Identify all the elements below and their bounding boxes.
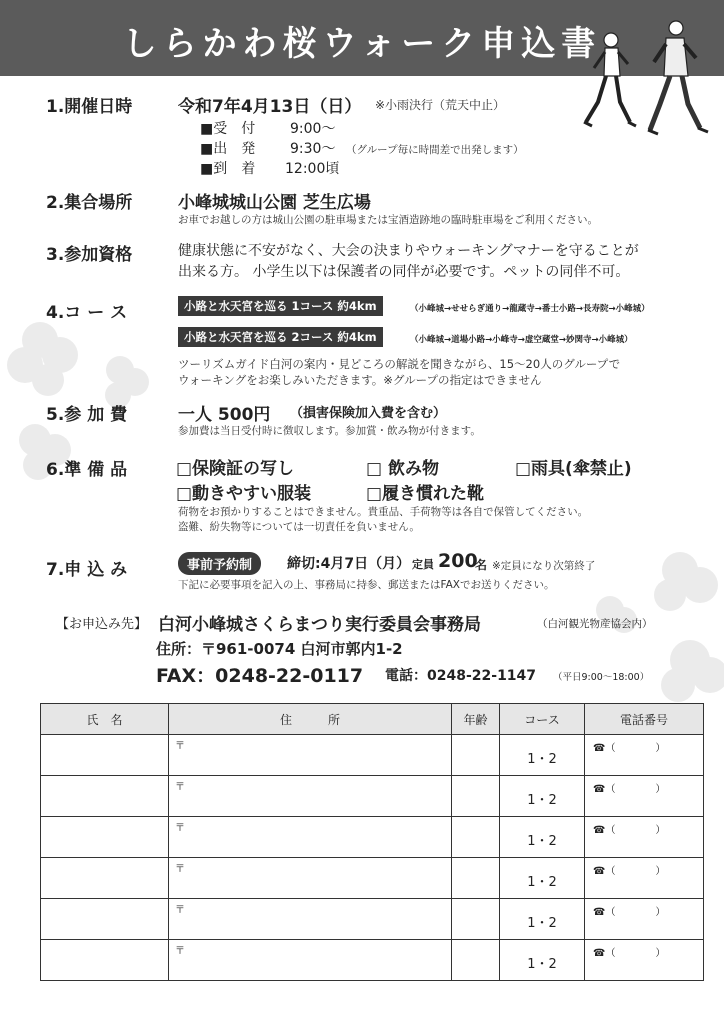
schedule-departure-note: （グループ毎に時間差で出発します） <box>346 144 524 156</box>
postal-mark: 〒 <box>175 905 185 916</box>
deadline: 締切:4月7日（月） <box>287 556 411 572</box>
application-form-table <box>40 703 704 981</box>
item-raingear: □雨具(傘禁止) <box>515 459 632 479</box>
contact-tel: 電話：0248-22-1147 <box>385 668 537 684</box>
schedule-arrival-label: ■到 着 <box>200 161 256 177</box>
apply-label: 7.申 込 み <box>46 560 128 580</box>
contact-tel-hours: （平日9:00〜18:00） <box>553 672 650 683</box>
fee-label: 5.参 加 費 <box>46 405 128 425</box>
course-choice: 1・2 <box>527 957 557 972</box>
age-cell[interactable] <box>452 899 500 940</box>
apply-note: 下記に必要事項を記入の上、事務局に持参、郵送またはFAXでお送りください。 <box>178 579 555 591</box>
schedule-reception-time: 9:00〜 <box>290 121 336 137</box>
table-row <box>41 858 704 899</box>
course-cell[interactable] <box>500 940 585 981</box>
event-date: 令和7年4月13日（日） <box>178 97 362 117</box>
item-drink: □ 飲み物 <box>366 459 439 479</box>
postal-mark: 〒 <box>175 823 185 834</box>
course-choice: 1・2 <box>527 875 557 890</box>
course-choice: 1・2 <box>527 793 557 808</box>
item-shoes: □履き慣れた靴 <box>366 484 485 504</box>
column-header-course: コース <box>500 704 585 735</box>
column-header-name: 氏 名 <box>41 704 169 735</box>
course-cell[interactable] <box>500 817 585 858</box>
name-cell[interactable] <box>41 817 169 858</box>
postal-mark: 〒 <box>175 741 185 752</box>
address-cell[interactable] <box>169 899 452 940</box>
schedule-reception-label: ■受 付 <box>200 121 256 137</box>
phone-template: ☎（ ） <box>593 825 666 836</box>
age-cell[interactable] <box>452 776 500 817</box>
course-cell[interactable] <box>500 858 585 899</box>
item-clothes: □動きやすい服装 <box>176 484 312 504</box>
capacity-number: 200 <box>438 550 478 572</box>
column-header-age: 年齢 <box>452 704 500 735</box>
address-cell[interactable] <box>169 858 452 899</box>
address-cell[interactable] <box>169 735 452 776</box>
date-label: 1.開催日時 <box>46 97 133 117</box>
parking-note: お車でお越しの方は城山公園の駐車場または宝酒造跡地の臨時駐車場をご利用ください。 <box>178 214 598 226</box>
reservation-badge: 事前予約制 <box>178 552 261 575</box>
course-2-route: （小峰城→道場小路→小峰寺→虚空蔵堂→妙関寺→小峰城） <box>410 335 633 345</box>
items-label: 6.準 備 品 <box>46 460 128 480</box>
name-cell[interactable] <box>41 858 169 899</box>
contact-address: 住所：〒961-0074 白河市郭内1-2 <box>156 640 403 658</box>
phone-cell[interactable] <box>585 899 704 940</box>
name-cell[interactable] <box>41 735 169 776</box>
age-cell[interactable] <box>452 817 500 858</box>
course-cell[interactable] <box>500 899 585 940</box>
page-title: しらかわ桜ウォーク申込書 <box>122 24 602 64</box>
postal-mark: 〒 <box>175 946 185 957</box>
address-cell[interactable] <box>169 776 452 817</box>
table-row <box>41 899 704 940</box>
name-cell[interactable] <box>41 940 169 981</box>
schedule-departure-label: ■出 発 <box>200 141 256 157</box>
address-cell[interactable] <box>169 817 452 858</box>
phone-template: ☎（ ） <box>593 907 666 918</box>
course-2-tag: 小路と水天宮を巡る 2コース 約4km <box>178 327 383 347</box>
course-cell[interactable] <box>500 776 585 817</box>
items-note2: 盗難、紛失物等については一切責任を負いません。 <box>178 521 420 533</box>
phone-template: ☎（ ） <box>593 784 666 795</box>
course-cell[interactable] <box>500 735 585 776</box>
course-desc-line1: ツーリズムガイド白河の案内・見どころの解説を聞きながら、15〜20人のグループで <box>178 357 621 371</box>
phone-cell[interactable] <box>585 776 704 817</box>
fee-amount: 一人 500円 <box>178 405 271 425</box>
phone-cell[interactable] <box>585 735 704 776</box>
meeting-place: 小峰城城山公園 芝生広場 <box>178 193 371 213</box>
contact-org-note: （白河観光物産協会内） <box>537 618 653 630</box>
table-row <box>41 940 704 981</box>
items-note1: 荷物をお預かりすることはできません。貴重品、手荷物等は各自で保管してください。 <box>178 506 589 518</box>
column-header-phone: 電話番号 <box>585 704 704 735</box>
eligibility-line2: 出来る方。 小学生以下は保護者の同伴が必要です。ペットの同伴不可。 <box>178 264 630 280</box>
table-row <box>41 735 704 776</box>
capacity-label: 定員 <box>412 558 434 571</box>
fee-sub: （損害保険加入費を含む） <box>290 406 447 421</box>
name-cell[interactable] <box>41 899 169 940</box>
course-label: 4.コ ー ス <box>46 303 128 323</box>
name-cell[interactable] <box>41 776 169 817</box>
walkers-illustration <box>576 18 716 140</box>
table-header-row <box>41 704 704 735</box>
postal-mark: 〒 <box>175 782 185 793</box>
schedule-arrival-time: 12:00頃 <box>285 161 340 177</box>
table-row <box>41 776 704 817</box>
phone-cell[interactable] <box>585 858 704 899</box>
course-1-route: （小峰城→せせらぎ通り→龍蔵寺→番士小路→長寿院→小峰城） <box>410 304 650 314</box>
column-header-address: 住 所 <box>169 704 452 735</box>
phone-template: ☎（ ） <box>593 866 666 877</box>
fee-note: 参加費は当日受付時に徴収します。参加賞・飲み物が付きます。 <box>178 425 481 437</box>
age-cell[interactable] <box>452 735 500 776</box>
course-choice: 1・2 <box>527 916 557 931</box>
capacity-unit: 名 <box>475 558 488 572</box>
contact-prefix: 【お申込み先】 <box>56 617 148 632</box>
table-row <box>41 817 704 858</box>
age-cell[interactable] <box>452 858 500 899</box>
item-insurance-copy: □保険証の写し <box>176 459 295 479</box>
course-choice: 1・2 <box>527 752 557 767</box>
place-label: 2.集合場所 <box>46 193 133 213</box>
course-1-tag: 小路と水天宮を巡る 1コース 約4km <box>178 296 383 316</box>
eligibility-line1: 健康状態に不安がなく、大会の決まりやウォーキングマナーを守ることが <box>178 243 639 259</box>
phone-template: ☎（ ） <box>593 948 666 959</box>
capacity-note: ※定員になり次第終了 <box>492 560 596 572</box>
age-cell[interactable] <box>452 940 500 981</box>
schedule-departure-time: 9:30〜 <box>290 141 336 157</box>
course-desc-line2: ウォーキングをお楽しみいただきます。※グループの指定はできません <box>178 373 542 387</box>
phone-cell[interactable] <box>585 817 704 858</box>
date-note: ※小雨決行（荒天中止） <box>375 98 506 112</box>
phone-cell[interactable] <box>585 940 704 981</box>
phone-template: ☎（ ） <box>593 743 666 754</box>
contact-org: 白河小峰城さくらまつり実行委員会事務局 <box>158 615 481 635</box>
course-choice: 1・2 <box>527 834 557 849</box>
contact-fax: FAX：0248-22-0117 <box>156 665 364 687</box>
address-cell[interactable] <box>169 940 452 981</box>
postal-mark: 〒 <box>175 864 185 875</box>
eligibility-label: 3.参加資格 <box>46 245 133 265</box>
